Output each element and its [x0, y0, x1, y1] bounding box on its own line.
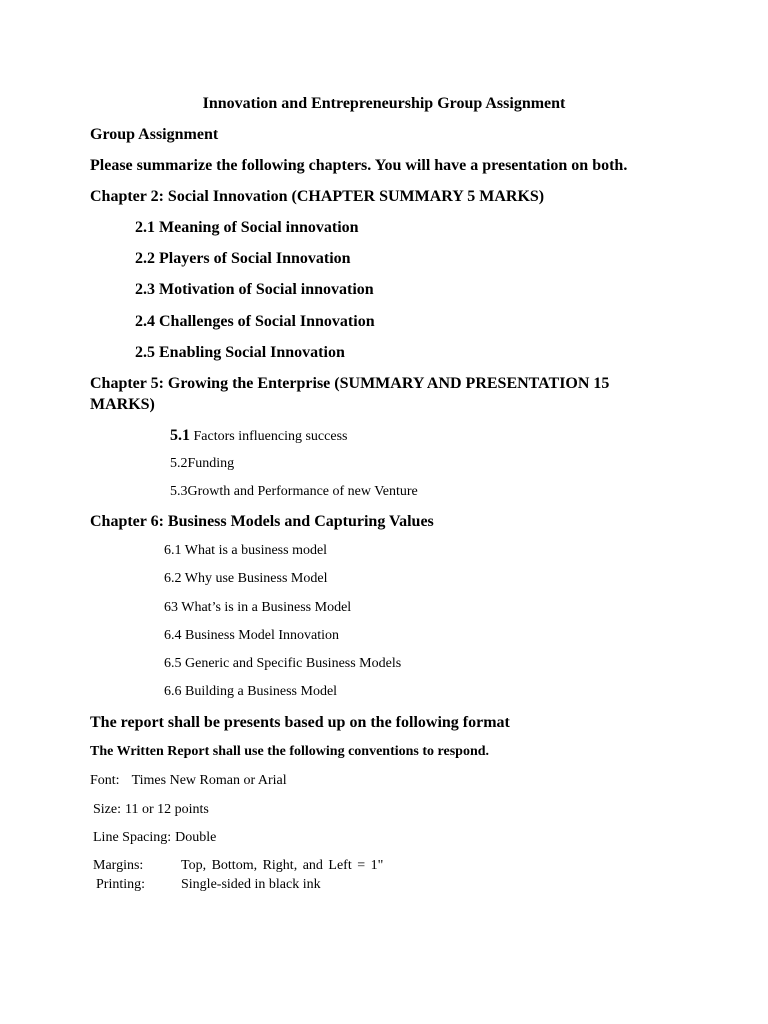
- convention-spacing: [93, 830, 216, 847]
- chapter5-item-text: Factors influencing success: [190, 429, 348, 444]
- instruction-text: Please summarize the following chapters. You will have a presentation on both.: [90, 157, 628, 174]
- convention-margins-label: Margins:: [93, 858, 144, 873]
- chapter6-item: 6.6 Building a Business Model: [164, 684, 338, 699]
- report-heading: The report shall be presents based up on the following format: [90, 714, 510, 731]
- convention-size-label: Size:: [93, 802, 121, 817]
- chapter6-item: 6.5 Generic and Specific Business Models: [164, 656, 402, 671]
- chapter2-item: 2.3 Motivation of Social innovation: [135, 281, 374, 298]
- chapter2-item: 2.5 Enabling Social Innovation: [135, 344, 345, 361]
- convention-font-value: Times New Roman or Arial: [131, 773, 287, 788]
- convention-printing-value: Single-sided in black ink: [181, 877, 321, 892]
- chapter2-heading: Chapter 2: Social Innovation (CHAPTER SUMMARY 5 MARKS): [90, 188, 545, 205]
- chapter2-item: 2.2 Players of Social Innovation: [135, 250, 351, 267]
- chapter6-item: 6.2 Why use Business Model: [164, 571, 328, 586]
- convention-spacing-value: Double: [175, 830, 217, 845]
- chapter5-heading-line2: MARKS): [90, 396, 155, 413]
- chapter6-heading: Chapter 6: Business Models and Capturing Values: [90, 513, 434, 530]
- chapter5-heading-line1: Chapter 5: Growing the Enterprise (SUMMARY AND PRESENTATION 15: [90, 375, 610, 392]
- chapter2-item: 2.1 Meaning of Social innovation: [135, 219, 359, 236]
- chapter5-item: [170, 426, 347, 446]
- chapter6-item: 6.4 Business Model Innovation: [164, 628, 339, 643]
- convention-printing-label: Printing:: [96, 877, 146, 892]
- document-title: Innovation and Entrepreneurship Group Assignment: [202, 95, 566, 112]
- chapter2-item: 2.4 Challenges of Social Innovation: [135, 313, 375, 330]
- chapter5-item-number: 5.1: [170, 427, 190, 444]
- chapter6-item: 6.1 What is a business model: [164, 543, 328, 558]
- chapter5-item: 5.3Growth and Performance of new Venture: [170, 484, 418, 499]
- group-heading: Group Assignment: [90, 126, 219, 143]
- convention-size-value: 11 or 12 points: [125, 802, 209, 817]
- chapter6-item: 63 What’s is in a Business Model: [164, 600, 352, 615]
- chapter5-item: 5.2Funding: [170, 456, 235, 471]
- convention-size: [93, 802, 209, 819]
- convention-font: [90, 773, 287, 790]
- convention-spacing-label: Line Spacing:: [93, 830, 172, 845]
- convention-font-label: Font:: [90, 773, 120, 788]
- conventions-heading: The Written Report shall use the following conventions to respond.: [90, 744, 490, 759]
- convention-margins-value: Top, Bottom, Right, and Left = 1": [181, 858, 384, 873]
